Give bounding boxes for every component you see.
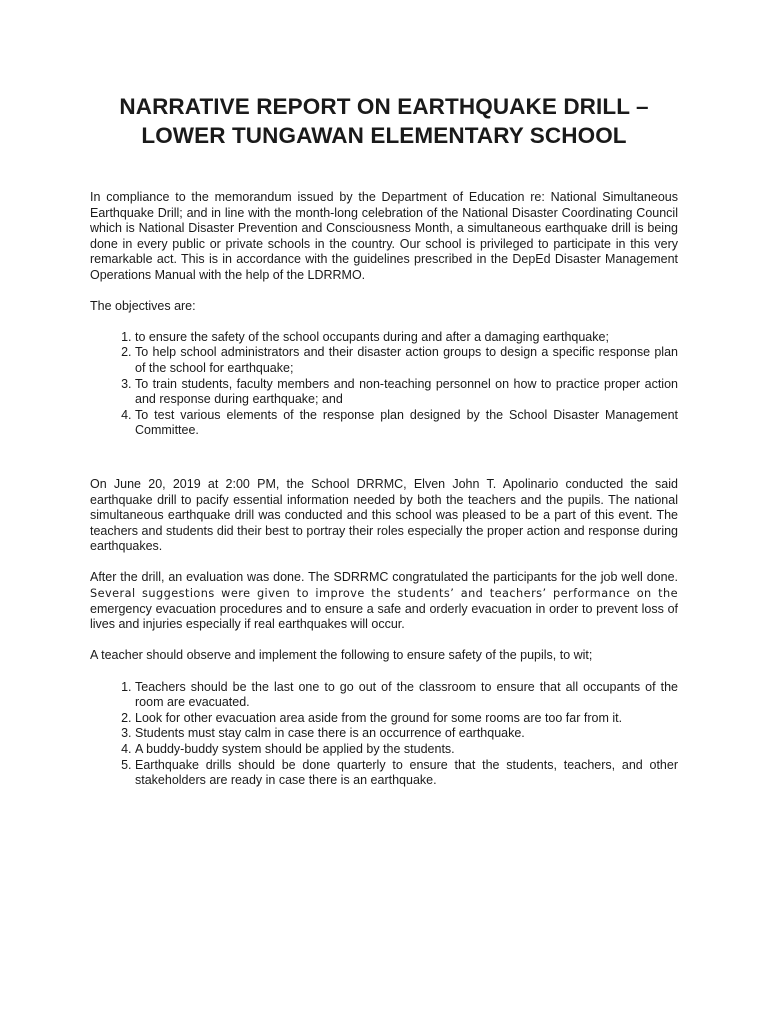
title-line-2: LOWER TUNGAWAN ELEMENTARY SCHOOL [141, 123, 627, 148]
objective-item: 3. To train students, faculty members and non-teaching personnel on how to practice proper action and response during earthquake; and [135, 377, 678, 408]
guideline-item: 1. Teachers should be the last one to go out of the classroom to ensure that all occupants of the room are evacuated. [135, 680, 678, 711]
evaluation-text-a: After the drill, an evaluation was done. The SDRRMC congratulated the participants for the job well done. [90, 570, 678, 585]
guideline-item: 4. A buddy-buddy system should be applied by the students. [135, 742, 678, 758]
evaluation-text-c: emergency evacuation procedures and to ensure a safe and orderly evacuation in order to prevent loss of lives and injuries especially if real earthquakes will occur. [90, 601, 678, 632]
guideline-item: 3. Students must stay calm in case there is an occurrence of earthquake. [135, 726, 678, 742]
evaluation-paragraph [90, 570, 678, 632]
evaluation-text-b: Several suggestions were given to improve the students’ and teachers’ performance on the [90, 587, 678, 601]
document-title [90, 92, 678, 150]
objective-item: 4. To test various elements of the response plan designed by the School Disaster Management Committee. [135, 408, 678, 439]
drill-paragraph: On June 20, 2019 at 2:00 PM, the School DRRMC, Elven John T. Apolinario conducted the said earthquake drill to pacify essential information needed by both the teachers and the pupils. The national simultaneous earthquake drill was conducted and this school was pleased to be a part of this event. The teachers and students did their best to portray their roles especially the proper action and response during earthquakes. [90, 476, 678, 554]
objective-item: 2. To help school administrators and their disaster action groups to design a specific response plan of the school for earthquake; [135, 345, 678, 376]
title-line-1: NARRATIVE REPORT ON EARTHQUAKE DRILL – [119, 94, 649, 119]
objectives-list [90, 330, 678, 439]
guideline-item: 5. Earthquake drills should be done quarterly to ensure that the students, teachers, and other stakeholders are ready in case there is an earthquake. [135, 758, 678, 789]
teacher-guidelines-list [90, 680, 678, 789]
objective-item: 1. to ensure the safety of the school occupants during and after a damaging earthquake; [135, 330, 678, 346]
document-page [90, 92, 678, 789]
guideline-item: 2. Look for other evacuation area aside from the ground for some rooms are too far from it. [135, 711, 678, 727]
intro-paragraph: In compliance to the memorandum issued by the Department of Education re: National Simultaneous Earthquake Drill; and in line with the month-long celebration of the National Disaster Coordinating Council which is National Disaster Prevention and Consciousness Month, a simultaneous earthquake drill is being done in every public or private schools in the country. Our school is privileged to participate in this very remarkable act. This is in accordance with the guidelines prescribed in the DepEd Disaster Management Operations Manual with the help of the LDRRMO. [90, 190, 678, 282]
objectives-heading: The objectives are: [90, 298, 196, 313]
teacher-guidelines-intro: A teacher should observe and implement the following to ensure safety of the pupils, to wit; [90, 648, 593, 663]
